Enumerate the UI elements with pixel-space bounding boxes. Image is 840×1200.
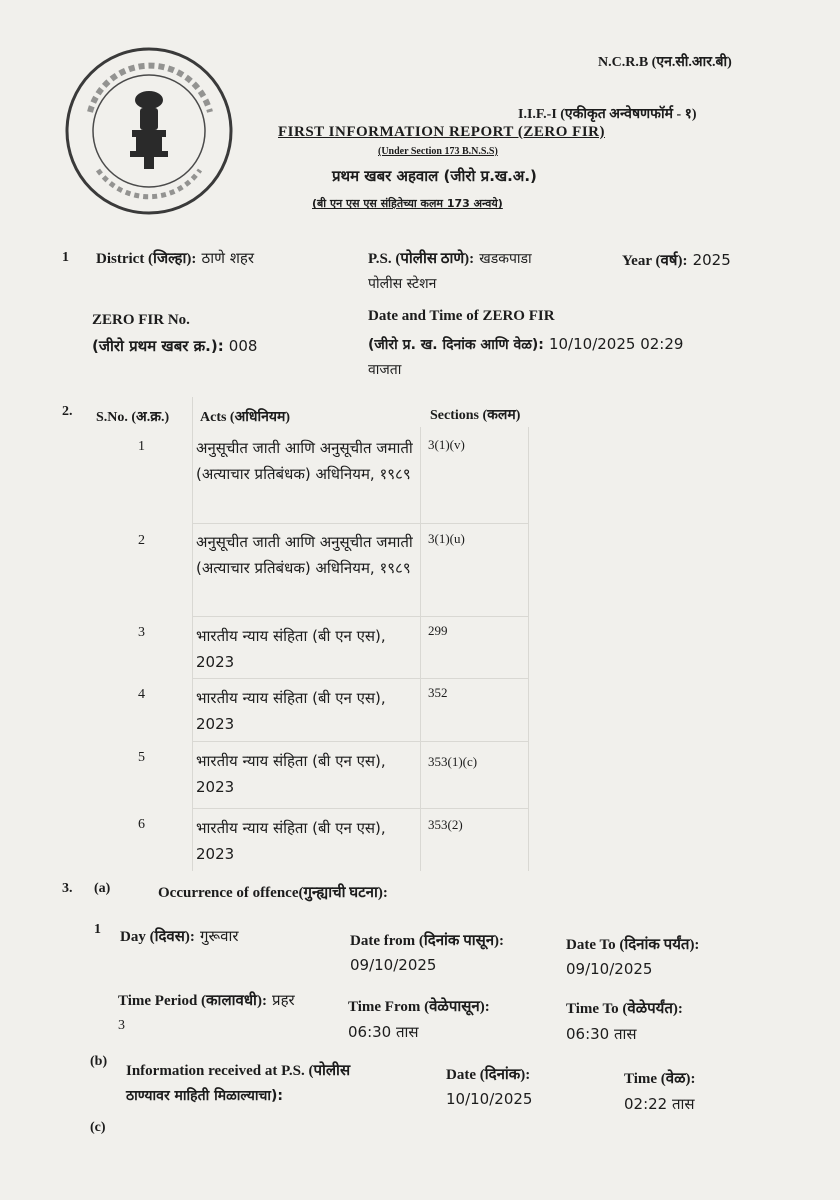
- row-act: भारतीय न्याय संहिता (बी एन एस), 2023: [196, 627, 386, 671]
- row-sno: 1: [138, 439, 145, 454]
- section-3b-label: (b): [90, 1054, 108, 1069]
- section-1-number: 1: [62, 250, 69, 265]
- time-to-value: 06:30 तास: [566, 1025, 637, 1043]
- time-period-value: प्रहर: [272, 991, 295, 1009]
- row-section: 3(1)(v): [428, 437, 465, 452]
- row-sno: 6: [138, 817, 145, 832]
- day-value: गुरूवार: [200, 927, 239, 945]
- ps-value-line1: खडकपाडा: [479, 251, 532, 267]
- table-row: [88, 523, 748, 615]
- zero-fir-label-line1: ZERO FIR No.: [92, 312, 190, 328]
- table-row: [88, 809, 748, 871]
- district-field: [96, 248, 254, 268]
- table-divider: [192, 616, 528, 617]
- ps-label: P.S. (पोलीस ठाणे):: [368, 251, 475, 267]
- section-3c-label: (c): [90, 1120, 106, 1135]
- header-sno: S.No. (अ.क्र.): [96, 410, 170, 425]
- info-date-value: 10/10/2025: [446, 1090, 533, 1108]
- table-divider: [192, 741, 528, 742]
- row-section: 353(1)(c): [428, 754, 478, 769]
- table-divider: [192, 523, 528, 524]
- datetime-label-line1: Date and Time of ZERO FIR: [368, 308, 555, 324]
- iif-label: I.I.F.-I (एकीकृत अन्‍वेषणफॉर्म - १): [518, 107, 697, 122]
- occurrence-title: Occurrence of offence(गुन्ह्याची घटना):: [158, 885, 388, 901]
- datetime-label-line2: (जीरो प्र. ख. दिनांक आणि वेळ):: [368, 337, 544, 353]
- info-date-label: Date (दिनांक):: [446, 1067, 531, 1083]
- row-section: 3(1)(u): [428, 531, 465, 546]
- police-seal-stamp: [60, 42, 238, 220]
- table-row: [88, 679, 748, 739]
- under-section-label: (Under Section 173 B.N.S.S): [378, 146, 498, 157]
- info-received-label-line1: Information received at P.S. (पोलीस: [126, 1063, 351, 1079]
- table-divider: [192, 397, 193, 871]
- datetime-suffix: वाजता: [368, 362, 402, 378]
- header-acts: Acts (अधिनियम): [200, 410, 291, 425]
- info-received-label-line2: ठाण्यावर माहिती मिळाल्याचा):: [126, 1088, 283, 1104]
- date-to-label: Date To (दिनांक पर्यंत):: [566, 937, 700, 953]
- day-label: Day (दिवस):: [120, 929, 195, 945]
- section-3a-label: (a): [94, 881, 111, 896]
- police-station-field: [368, 248, 532, 268]
- zero-fir-number-field: [92, 336, 257, 356]
- info-time-label: Time (वेळ):: [624, 1071, 696, 1087]
- row-act: भारतीय न्याय संहिता (बी एन एस), 2023: [196, 752, 386, 796]
- datetime-value: 10/10/2025 02:29: [548, 335, 684, 353]
- time-from-label: Time From (वेळेपासून):: [348, 999, 490, 1015]
- row-act: अनुसूचीत जाती आणि अनुसूचीत जमाती (अत्याचार प्रतिबंधक) अधिनियम, १९८९: [196, 439, 413, 483]
- fir-title-marathi: प्रथम खबर अहवाल (जीरो प्र.ख.अ.): [332, 167, 537, 185]
- occurrence-sub-number: 1: [94, 922, 101, 937]
- date-to-value: 09/10/2025: [566, 960, 653, 978]
- time-period-label: Time Period (कालावधी):: [118, 993, 267, 1009]
- datetime-field: [368, 334, 683, 354]
- section-2-number: 2.: [62, 404, 73, 419]
- year-label: Year (वर्ष):: [622, 253, 688, 269]
- time-period-field: [118, 990, 295, 1010]
- ncrb-label: N.C.R.B (एन.सी.आर.बी): [598, 55, 732, 70]
- table-row: [88, 742, 748, 808]
- table-divider: [528, 427, 529, 871]
- date-from-label: Date from (दिनांक पासून):: [350, 933, 505, 949]
- row-act: भारतीय न्याय संहिता (बी एन एस), 2023: [196, 819, 386, 863]
- year-value: 2025: [692, 251, 731, 269]
- time-from-value: 06:30 तास: [348, 1023, 419, 1041]
- row-sno: 4: [138, 687, 145, 702]
- row-section: 299: [428, 623, 448, 638]
- time-to-label: Time To (वेळेपर्यंत):: [566, 1001, 683, 1017]
- date-from-value: 09/10/2025: [350, 956, 437, 974]
- header-sections: Sections (कलम): [430, 408, 521, 423]
- fir-subtitle-marathi: (बी एन एस एस संहितेच्या कलम 173 अन्वये): [312, 197, 503, 210]
- row-sno: 3: [138, 625, 145, 640]
- district-value: ठाणे शहर: [201, 249, 254, 267]
- table-divider: [192, 678, 528, 679]
- day-field: [120, 926, 238, 946]
- row-act: भारतीय न्याय संहिता (बी एन एस), 2023: [196, 689, 386, 733]
- zero-fir-value: 008: [228, 337, 258, 355]
- row-section: 353(2): [428, 817, 463, 832]
- table-row: [88, 431, 748, 523]
- table-divider: [192, 808, 528, 809]
- info-time-value: 02:22 तास: [624, 1095, 695, 1113]
- row-section: 352: [428, 685, 448, 700]
- table-row: [88, 617, 748, 677]
- ps-value-line2: पोलीस स्टेशन: [368, 276, 437, 292]
- district-label: District (जिल्हा):: [96, 251, 197, 267]
- row-act: अनुसूचीत जाती आणि अनुसूचीत जमाती (अत्याचार प्रतिबंधक) अधिनियम, १९८९: [196, 533, 413, 577]
- row-sno: 5: [138, 750, 145, 765]
- year-field: [622, 250, 731, 270]
- table-header-row: [88, 397, 748, 425]
- fir-title-english: FIRST INFORMATION REPORT (ZERO FIR): [278, 124, 605, 140]
- table-divider: [420, 427, 421, 871]
- zero-fir-label-line2: (जीरो प्रथम खबर क्र.):: [92, 337, 224, 355]
- time-period-value-2: 3: [118, 1018, 125, 1033]
- row-sno: 2: [138, 533, 145, 548]
- section-3-number: 3.: [62, 881, 73, 896]
